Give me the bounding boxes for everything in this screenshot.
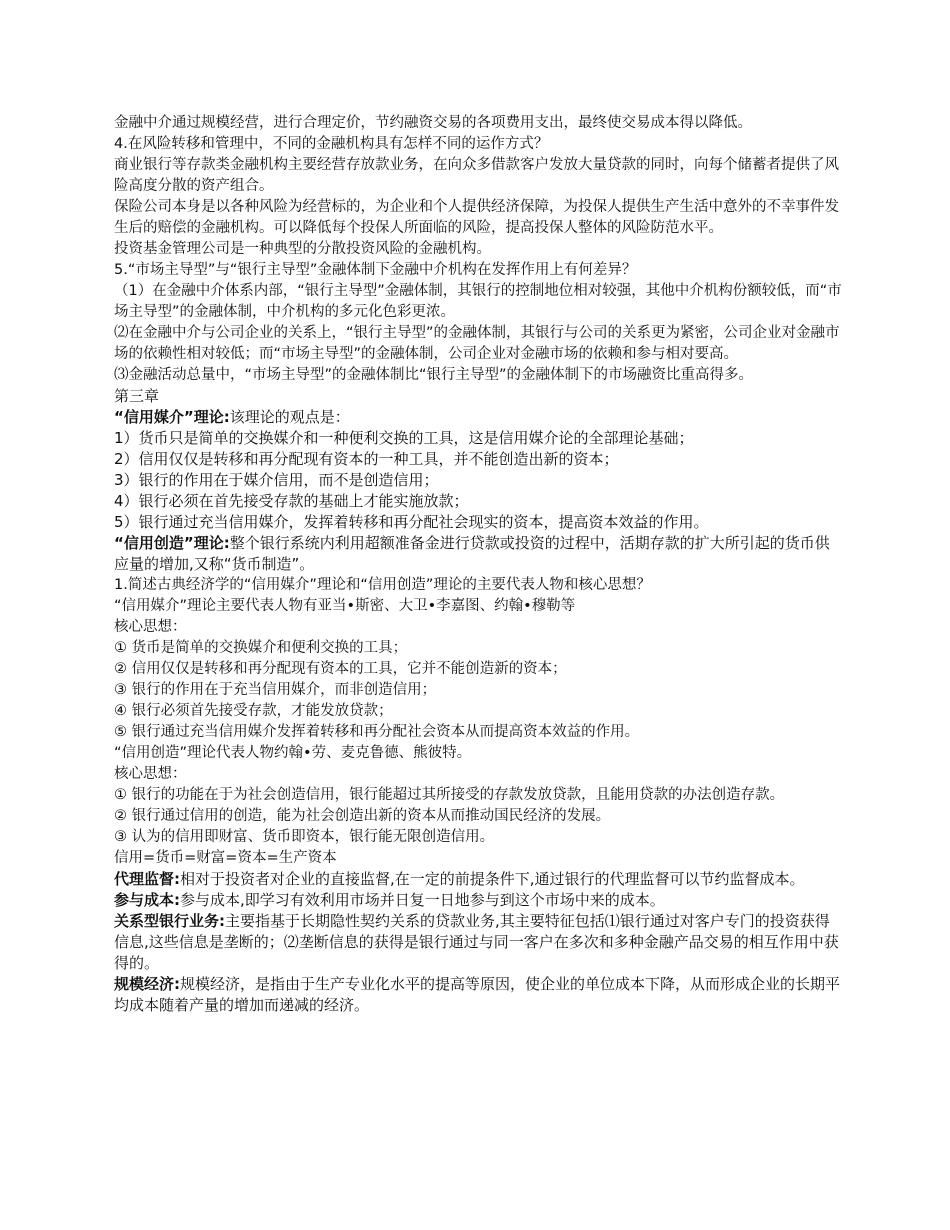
term-label: 规模经济: bbox=[114, 975, 180, 993]
term-label: 参与成本: bbox=[114, 891, 180, 909]
list-item: ③ 银行的作用在于充当信用媒介，而非创造信用； bbox=[114, 682, 437, 698]
question-heading: 5.“市场主导型”与“银行主导型”金融体制下金融中介机构在发挥作用上有何差异？ bbox=[114, 262, 637, 278]
paragraph: “信用媒介”理论主要代表人物有亚当•斯密、大卫•李嘉图、约翰•穆勒等 bbox=[114, 598, 576, 614]
term-text: 参与成本,即学习有效利用市场并日复一日地参与到这个市场中来的成本。 bbox=[180, 891, 665, 909]
term-definition bbox=[114, 533, 844, 575]
term-definition bbox=[114, 407, 844, 428]
list-item: ④ 银行必须首先接受存款，才能发放贷款； bbox=[114, 703, 393, 719]
paragraph: （1）在金融中介体系内部，“银行主导型”金融体制，其银行的控制地位相对较强，其他中介机构份额较低，而“市场主导型”的金融体制，中介机构的多元化色彩更浓。 bbox=[114, 283, 842, 320]
list-item: 3）银行的作用在于媒介信用，而不是创造信用； bbox=[114, 471, 439, 489]
paragraph: ⑶金融活动总量中，“市场主导型”的金融体制比“银行主导型”的金融体制下的市场融资比重高得多。 bbox=[114, 367, 754, 383]
list-item: ② 信用仅仅是转移和再分配现有资本的工具，它并不能创造新的资本； bbox=[114, 661, 567, 677]
term-label: “信用创造”理论: bbox=[114, 534, 230, 552]
paragraph: 金融中介通过规模经营，进行合理定价，节约融资交易的各项费用支出，最终使交易成本得以降低。 bbox=[114, 115, 752, 131]
paragraph: 核心思想： bbox=[114, 766, 187, 782]
term-label: “信用媒介”理论: bbox=[114, 408, 230, 426]
term-text: 主要指基于长期隐性契约关系的贷款业务,其主要特征包括⑴银行通过对客户专门的投资获得信息,这些信息是垄断的；⑵垄断信息的获得是银行通过与同一客户在多次和多种金融产品交易的相互作用中获得的。 bbox=[114, 912, 839, 972]
paragraph: 信用=货币=财富=资本=生产资本 bbox=[114, 850, 337, 866]
list-item: ① 货币是简单的交换媒介和便利交换的工具； bbox=[114, 640, 408, 656]
list-item: ③ 认为的信用即财富、货币即资本，银行能无限创造信用。 bbox=[114, 829, 495, 845]
term-text: 该理论的观点是： bbox=[229, 408, 350, 426]
document-page bbox=[114, 113, 844, 1016]
list-item: 5）银行通过充当信用媒介，发挥着转移和再分配社会现实的资本，提高资本效益的作用。 bbox=[114, 513, 709, 531]
list-item: 1）货币只是简单的交换媒介和一种便利交换的工具，这是信用媒介论的全部理论基础； bbox=[114, 429, 694, 447]
paragraph: 核心思想： bbox=[114, 619, 187, 635]
question-heading: 1.简述古典经济学的“信用媒介”理论和“信用创造”理论的主要代表人物和核心思想？ bbox=[114, 577, 651, 593]
paragraph: 投资基金管理公司是一种典型的分散投资风险的金融机构。 bbox=[114, 241, 491, 257]
list-item: 4）银行必须在首先接受存款的基础上才能实施放款； bbox=[114, 492, 469, 510]
list-item: ① 银行的功能在于为社会创造信用，银行能超过其所接受的存款发放贷款，且能用贷款的办法创造存款。 bbox=[114, 787, 785, 803]
paragraph: 保险公司本身是以各种风险为经营标的，为企业和个人提供经济保障，为投保人提供生产生活中意外的不幸事件发生后的赔偿的金融机构。可以降低每个投保人所面临的风险，提高投保人整体的风险防范水平。 bbox=[114, 199, 839, 236]
term-definition bbox=[114, 974, 844, 1016]
paragraph: 商业银行等存款类金融机构主要经营存放款业务，在向众多借款客户发放大量贷款的同时，向每个储蓄者提供了风险高度分散的资产组合。 bbox=[114, 157, 839, 194]
question-heading: 4.在风险转移和管理中，不同的金融机构具有怎样不同的运作方式？ bbox=[114, 136, 549, 152]
term-definition bbox=[114, 890, 844, 911]
chapter-heading: 第三章 bbox=[114, 387, 160, 405]
list-item: ② 银行通过信用的创造，能为社会创造出新的资本从而推动国民经济的发展。 bbox=[114, 808, 611, 824]
list-item: 2）信用仅仅是转移和再分配现有资本的一种工具，并不能创造出新的资本； bbox=[114, 450, 619, 468]
term-label: 代理监督: bbox=[114, 870, 180, 888]
paragraph: ⑵在金融中介与公司企业的关系上，“银行主导型”的金融体制，其银行与公司的关系更为紧密，公司企业对金融市场的依赖性相对较低；而“市场主导型”的金融体制，公司企业对金融市场的依赖和参与相对要高。 bbox=[114, 325, 840, 362]
term-text: 整个银行系统内利用超额准备金进行贷款或投资的过程中，活期存款的扩大所引起的货币供应量的增加,又称“货币制造”。 bbox=[114, 534, 830, 573]
term-label: 关系型银行业务: bbox=[114, 912, 225, 930]
term-definition bbox=[114, 869, 844, 890]
term-definition bbox=[114, 911, 844, 974]
term-text: 规模经济，是指由于生产专业化水平的提高等原因，使企业的单位成本下降，从而形成企业的长期平均成本随着产量的增加而递减的经济。 bbox=[114, 975, 841, 1014]
paragraph: “信用创造”理论代表人物约翰•劳、麦克鲁德、熊彼特。 bbox=[114, 745, 472, 761]
term-text: 相对于投资者对企业的直接监督,在一定的前提条件下,通过银行的代理监督可以节约监督成本。 bbox=[180, 870, 805, 888]
list-item: ⑤ 银行通过充当信用媒介发挥着转移和再分配社会资本从而提高资本效益的作用。 bbox=[114, 724, 640, 740]
